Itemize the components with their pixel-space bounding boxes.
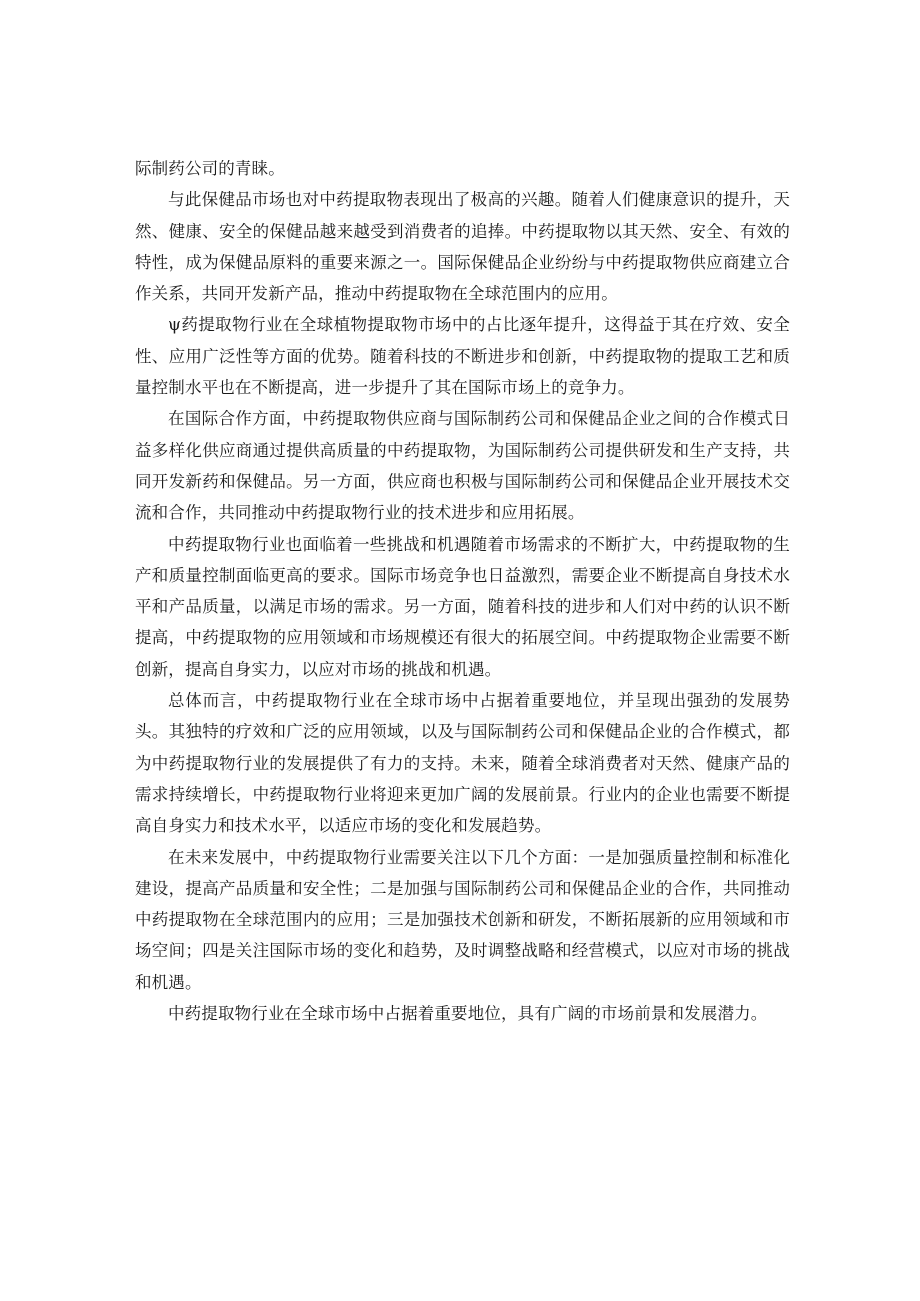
paragraph-market-share: ψ药提取物行业在全球植物提取物市场中的占比逐年提升，这得益于其在疗效、安全性、应用广泛性等方面的优势。随着科技的不断进步和创新，中药提取物的提取工艺和质量控制水平也在不断提高，进一步提升了其在国际市场上的竞争力。 <box>135 315 790 398</box>
paragraph-overall: 总体而言，中药提取物行业在全球市场中占据着重要地位，并呈现出强劲的发展势头。其独特的疗效和广泛的应用领域，以及与国际制药公司和保健品企业的合作模式，都为中药提取物行业的发展提供了有力的支持。未来，随着全球消费者对天然、健康产品的需求持续增长，中药提取物行业将迎来更加广阔的发展前景。行业内的企业也需要不断提高自身实力和技术水平，以适应市场的变化和发展趋势。 <box>135 691 790 836</box>
paragraph-health-products: 与此保健品市场也对中药提取物表现出了极高的兴趣。随着人们健康意识的提升，天然、健康、安全的保健品越来越受到消费者的追捧。中药提取物以其天然、安全、有效的特性，成为保健品原料的重要来源之一。国际保健品企业纷纷与中药提取物供应商建立合作关系，共同开发新产品，推动中药提取物在全球范围内的应用。 <box>135 190 790 304</box>
paragraph-challenges: 中药提取物行业也面临着一些挑战和机遇随着市场需求的不断扩大，中药提取物的生产和质量控制面临更高的要求。国际市场竞争也日益激烈，需要企业不断提高自身技术水平和产品质量，以满足市场的需求。另一方面，随着科技的进步和人们对中药的认识不断提高，中药提取物的应用领域和市场规模还有很大的拓展空间。中药提取物企业需要不断创新，提高自身实力，以应对市场的挑战和机遇。 <box>135 534 790 679</box>
paragraph-future: 在未来发展中，中药提取物行业需要关注以下几个方面：一是加强质量控制和标准化建设，提高产品质量和安全性；二是加强与国际制药公司和保健品企业的合作，共同推动中药提取物在全球范围内的应用；三是加强技术创新和研发，不断拓展新的应用领域和市场空间；四是关注国际市场的变化和趋势，及时调整战略和经营模式，以应对市场的挑战和机遇。 <box>135 847 790 992</box>
document-body <box>135 153 790 1029</box>
paragraph-continuation: 际制药公司的青睐。 <box>135 159 285 178</box>
paragraph-conclusion: 中药提取物行业在全球市场中占据着重要地位，具有广阔的市场前景和发展潜力。 <box>168 1004 768 1024</box>
paragraph-international-cooperation: 在国际合作方面，中药提取物供应商与国际制药公司和保健品企业之间的合作模式日益多样化供应商通过提供高质量的中药提取物，为国际制药公司提供研发和生产支持，共同开发新药和保健品。另一方面，供应商也积极与国际制药公司和保健品企业开展技术交流和合作，共同推动中药提取物行业的技术进步和应用拓展。 <box>135 409 790 523</box>
